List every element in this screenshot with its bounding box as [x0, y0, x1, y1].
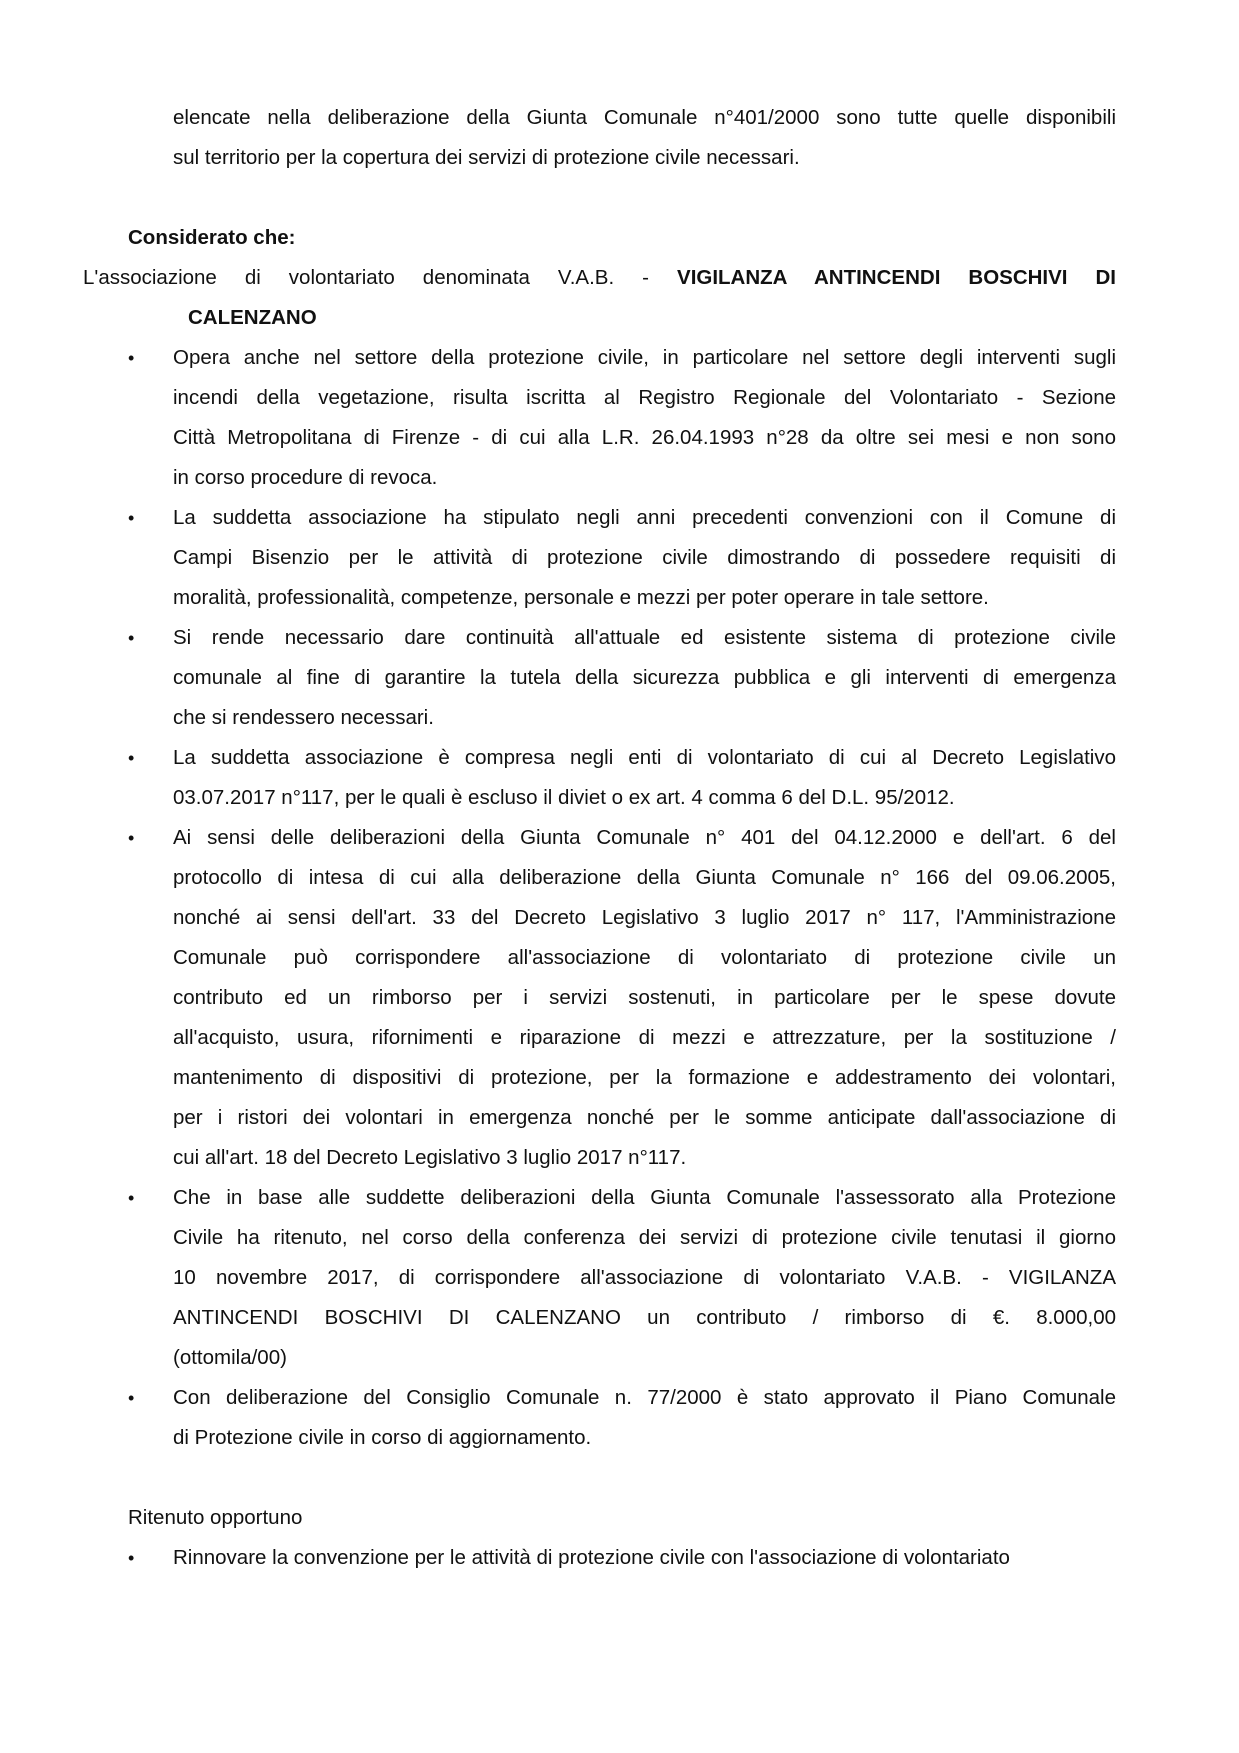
text-line: incendi della vegetazione, risulta iscritta al Registro Regionale del Volontariato - Sezione [173, 386, 1116, 409]
list-item [0, 618, 1239, 738]
association-prefix: L'associazione di volontariato denominata V.A.B. - [83, 266, 649, 289]
ritenuto-heading: Ritenuto opportuno [128, 1506, 303, 1529]
text-line: nonché ai sensi dell'art. 33 del Decreto Legislativo 3 luglio 2017 n° 117, l'Amministrazione [173, 906, 1116, 929]
text-line: La suddetta associazione è compresa negli enti di volontariato di cui al Decreto Legislativo [173, 746, 1116, 769]
text-line: elencate nella deliberazione della Giunta Comunale n°401/2000 sono tutte quelle disponibili [173, 106, 1116, 129]
text-line: cui all'art. 18 del Decreto Legislativo 3 luglio 2017 n°117. [173, 1146, 687, 1169]
text-line: protocollo di intesa di cui alla deliberazione della Giunta Comunale n° 166 del 09.06.2005, [173, 866, 1116, 889]
text-line: comunale al fine di garantire la tutela della sicurezza pubblica e gli interventi di emergenza [173, 666, 1116, 689]
considerato-heading: Considerato che: [128, 226, 296, 249]
text-line: Campi Bisenzio per le attività di protezione civile dimostrando di possedere requisiti di [173, 546, 1116, 569]
bullet-icon: • [128, 828, 135, 848]
text-line: per i ristori dei volontari in emergenza nonché per le somme anticipate dall'associazione di [173, 1106, 1116, 1129]
bullet-icon: • [128, 1188, 135, 1208]
text-line: che si rendessero necessari. [173, 706, 434, 729]
ritenuto-list [0, 1538, 1239, 1578]
bullet-icon: • [128, 348, 135, 368]
intro-paragraph [173, 98, 1116, 178]
text-line: Civile ha ritenuto, nel corso della conferenza dei servizi di protezione civile tenutasi il giorno [173, 1226, 1116, 1249]
list-item [0, 1538, 1239, 1578]
text-line: sul territorio per la copertura dei servizi di protezione civile necessari. [173, 146, 800, 169]
list-item [0, 1178, 1239, 1378]
text-line: Che in base alle suddette deliberazioni della Giunta Comunale l'assessorato alla Protezione [173, 1186, 1116, 1209]
text-line: Rinnovare la convenzione per le attività di protezione civile con l'associazione di volontariato [173, 1546, 1010, 1569]
text-line: 10 novembre 2017, di corrispondere all'associazione di volontariato V.A.B. - VIGILANZA [173, 1266, 1116, 1289]
bullet-icon: • [128, 508, 135, 528]
text-line: Città Metropolitana di Firenze - di cui alla L.R. 26.04.1993 n°28 da oltre sei mesi e non sono [173, 426, 1116, 449]
text-line: ANTINCENDI BOSCHIVI DI CALENZANO un contributo / rimborso di €. 8.000,00 [173, 1306, 1116, 1329]
text-line: Ai sensi delle deliberazioni della Giunta Comunale n° 401 del 04.12.2000 e dell'art. 6 del [173, 826, 1116, 849]
text-line: (ottomila/00) [173, 1346, 287, 1369]
list-item [0, 498, 1239, 618]
text-line: contributo ed un rimborso per i servizi sostenuti, in particolare per le spese dovute [173, 986, 1116, 1009]
text-line: in corso procedure di revoca. [173, 466, 438, 489]
document-page [0, 98, 1239, 1578]
bullet-icon: • [128, 1548, 135, 1568]
text-line: Si rende necessario dare continuità all'attuale ed esistente sistema di protezione civile [173, 626, 1116, 649]
bullet-icon: • [128, 628, 135, 648]
text-line: moralità, professionalità, competenze, personale e mezzi per poter operare in tale settore. [173, 586, 989, 609]
text-line: mantenimento di dispositivi di protezione, per la formazione e addestramento dei volontari, [173, 1066, 1116, 1089]
list-item [0, 338, 1239, 498]
bullet-icon: • [128, 748, 135, 768]
text-line: all'acquisto, usura, rifornimenti e riparazione di mezzi e attrezzature, per la sostituzione / [173, 1026, 1116, 1049]
list-item [0, 738, 1239, 818]
text-line: di Protezione civile in corso di aggiornamento. [173, 1426, 592, 1449]
considerato-list [0, 338, 1239, 1458]
association-line [83, 258, 1116, 298]
text-line: La suddetta associazione ha stipulato negli anni precedenti convenzioni con il Comune di [173, 506, 1116, 529]
association-name-cont: CALENZANO [188, 306, 317, 329]
list-item [0, 1378, 1239, 1458]
bullet-icon: • [128, 1388, 135, 1408]
text-line: 03.07.2017 n°117, per le quali è escluso il diviet o ex art. 4 comma 6 del D.L. 95/2012. [173, 786, 955, 809]
text-line: Con deliberazione del Consiglio Comunale n. 77/2000 è stato approvato il Piano Comunale [173, 1386, 1116, 1409]
list-item [0, 818, 1239, 1178]
text-line: Opera anche nel settore della protezione civile, in particolare nel settore degli interventi sugli [173, 346, 1116, 369]
text-line: Comunale può corrispondere all'associazione di volontariato di protezione civile un [173, 946, 1116, 969]
association-name: VIGILANZA ANTINCENDI BOSCHIVI DI [677, 266, 1116, 289]
